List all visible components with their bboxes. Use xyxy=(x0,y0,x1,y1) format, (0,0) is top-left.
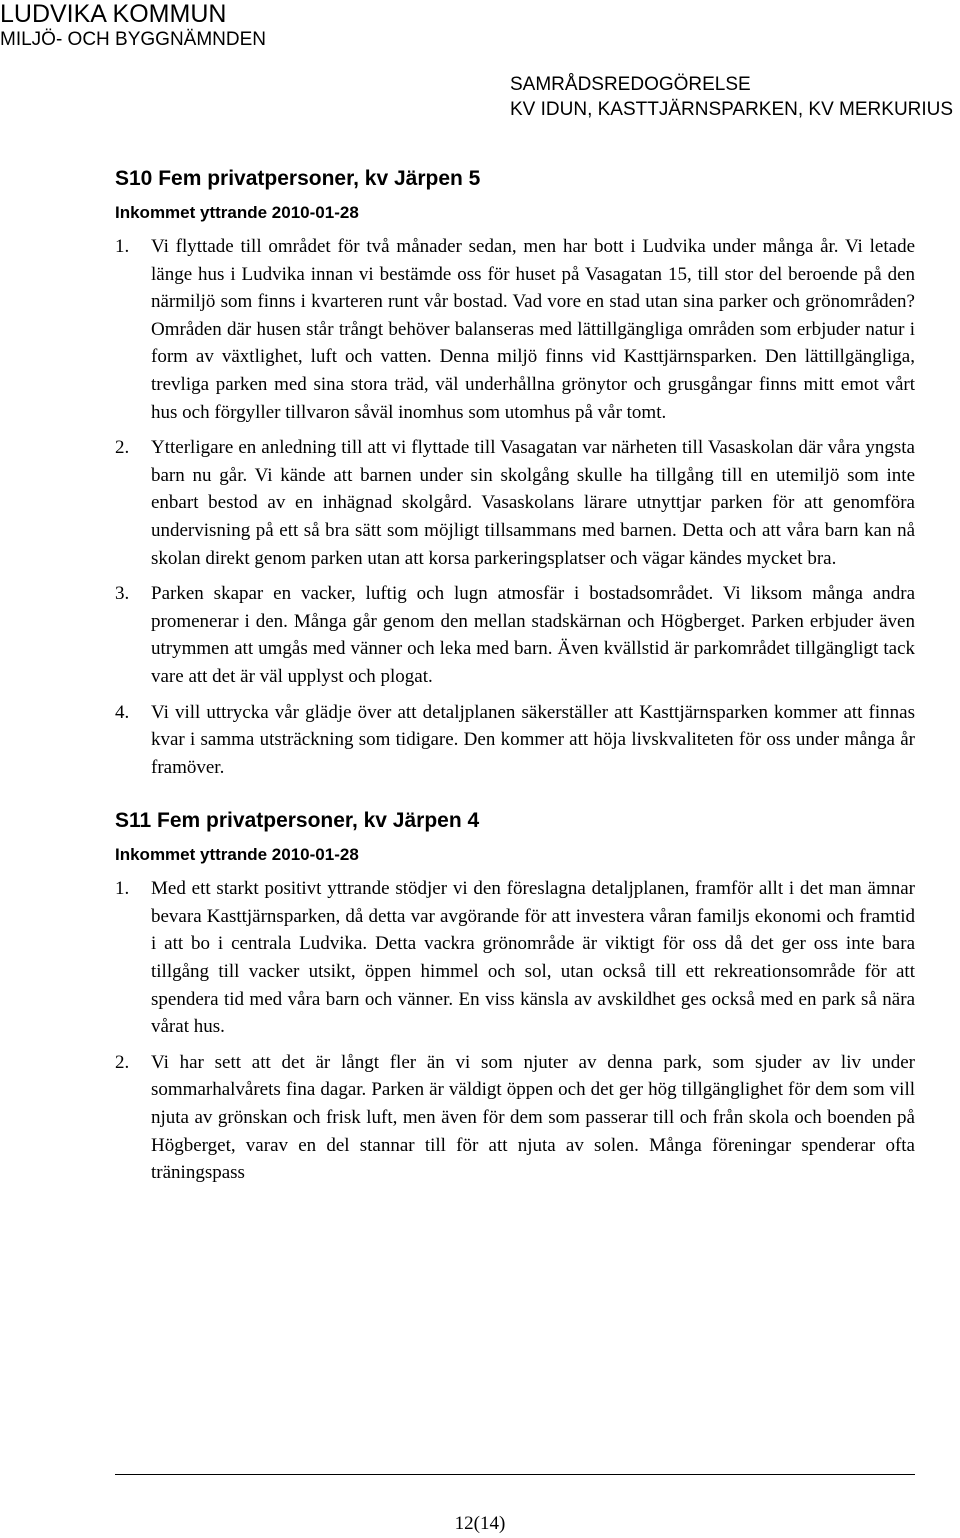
document-subject: KV IDUN, KASTTJÄRNSPARKEN, KV MERKURIUS xyxy=(510,99,954,120)
section-title: S11 Fem privatpersoner, kv Järpen 4 xyxy=(115,809,480,833)
section-s11 xyxy=(115,807,915,1187)
item-text: Med ett starkt positivt yttrande stödjer vi den föreslagna detaljplanen, framför allt i det man ämnar bevara Kasttjärnsparken, då detta var avgörande för att investera våran familjs ekonomi och framtid i att bo i centrala Ludvika. Detta vackra grönområde är viktigt för oss då det ger oss inte bara tillgång till vacker utsikt, öppen himmel och sol, utan också till ett rekreationsområde för att spendera tid med våra barn och vänner. En viss känsla av avskildhet ges också med en park så nära vårat hus. xyxy=(151,878,915,1038)
item-number: 4. xyxy=(115,701,130,723)
comment-item xyxy=(115,434,915,572)
comment-item xyxy=(115,1049,915,1187)
comment-list xyxy=(115,875,915,1187)
item-number: 1. xyxy=(115,878,130,900)
item-text: Vi vill uttrycka vår glädje över att detaljplanen säkerställer att Kasttjärnsparken kommer att finnas kvar i samma utsträckning som tidigare. Den kommer att höja livskvaliteten för oss under många år framöver. xyxy=(151,701,915,778)
comment-list xyxy=(115,233,915,781)
document-header xyxy=(0,0,266,52)
comment-item xyxy=(115,233,915,426)
footer-divider xyxy=(115,1474,915,1475)
item-number: 2. xyxy=(115,1051,130,1073)
document-type: SAMRÅDSREDOGÖRELSE xyxy=(510,74,751,95)
section-date: Inkommet yttrande 2010-01-28 xyxy=(115,845,359,865)
comment-item xyxy=(115,580,915,690)
item-text: Vi har sett att det är långt fler än vi som njuter av denna park, som sjuder av liv under sommarhalvårets fina dagar. Parken är väldigt öppen och det ger hög tillgänglighet för dem som vill njuta av grönskan och frisk luft, men även för dem som passerar till och från skola och boenden på Högberget, varav en del stannar till för att njuta av solen. Många föreningar spenderar ofta träningspass xyxy=(151,1051,915,1184)
section-s10 xyxy=(115,165,915,781)
item-number: 3. xyxy=(115,583,130,605)
comment-item xyxy=(115,875,915,1041)
section-title: S10 Fem privatpersoner, kv Järpen 5 xyxy=(115,167,481,190)
document-title-block xyxy=(510,72,953,122)
organization-name: LUDVIKA KOMMUN xyxy=(0,0,227,28)
item-number: 2. xyxy=(115,437,130,459)
page-number: 12(14) xyxy=(454,1513,506,1534)
document-body xyxy=(115,165,915,1195)
item-text: Ytterligare en anledning till att vi flyttade till Vasagatan var närheten till Vasaskolan där våra yngsta barn nu går. Vi kände att barnen under sin skolgång skulle ha tillgång till en utemiljö som inte enbart bestod av en inhägnad skolgård. Vasaskolans lärare utnyttjar parken för att genomföra undervisning på ett så bra sätt som möjligt tillsammans med barnen. Detta och att våra barn kan nå skolan direkt genom parken utan att korsa parkeringsplatser och vägar kändes mycket bra. xyxy=(151,437,915,569)
item-text: Parken skapar en vacker, luftig och lugn atmosfär i bostadsområdet. Vi liksom många andra promenerar i den. Många går genom den mellan stadskärnan och Högberget. Parken erbjuder även utrymmen att umgås med vänner och leka med barn. Även kvällstid är parkområdet tillgängligt tack vare att det är väl upplyst och plogat. xyxy=(151,583,915,687)
comment-item xyxy=(115,699,915,782)
department-name: MILJÖ- OCH BYGGNÄMNDEN xyxy=(0,29,267,50)
item-number: 1. xyxy=(115,236,130,257)
section-date: Inkommet yttrande 2010-01-28 xyxy=(115,203,359,222)
item-text: Vi flyttade till området för två månader sedan, men har bott i Ludvika under många år. Vi letade länge hus i Ludvika innan vi bestämde oss för huset på Vasagatan 15, till stor del beroende på den närmiljö som finns i kvarteren runt vår bostad. Vad vore en stad utan sina parker och grönområden? Områden där husen står trångt behöver balanseras med lättillgängliga områden som erbjuder natur i form av växtlighet, luft och vatten. Denna miljö finns vid Kasttjärnsparken. Den lättillgängliga, trevliga parken med sina stora träd, väl underhållna grönytor och grusgångar finns mitt emot vårt hus och förgyller tillvaron såväl inomhus som utomhus på vår tomt. xyxy=(151,236,915,423)
